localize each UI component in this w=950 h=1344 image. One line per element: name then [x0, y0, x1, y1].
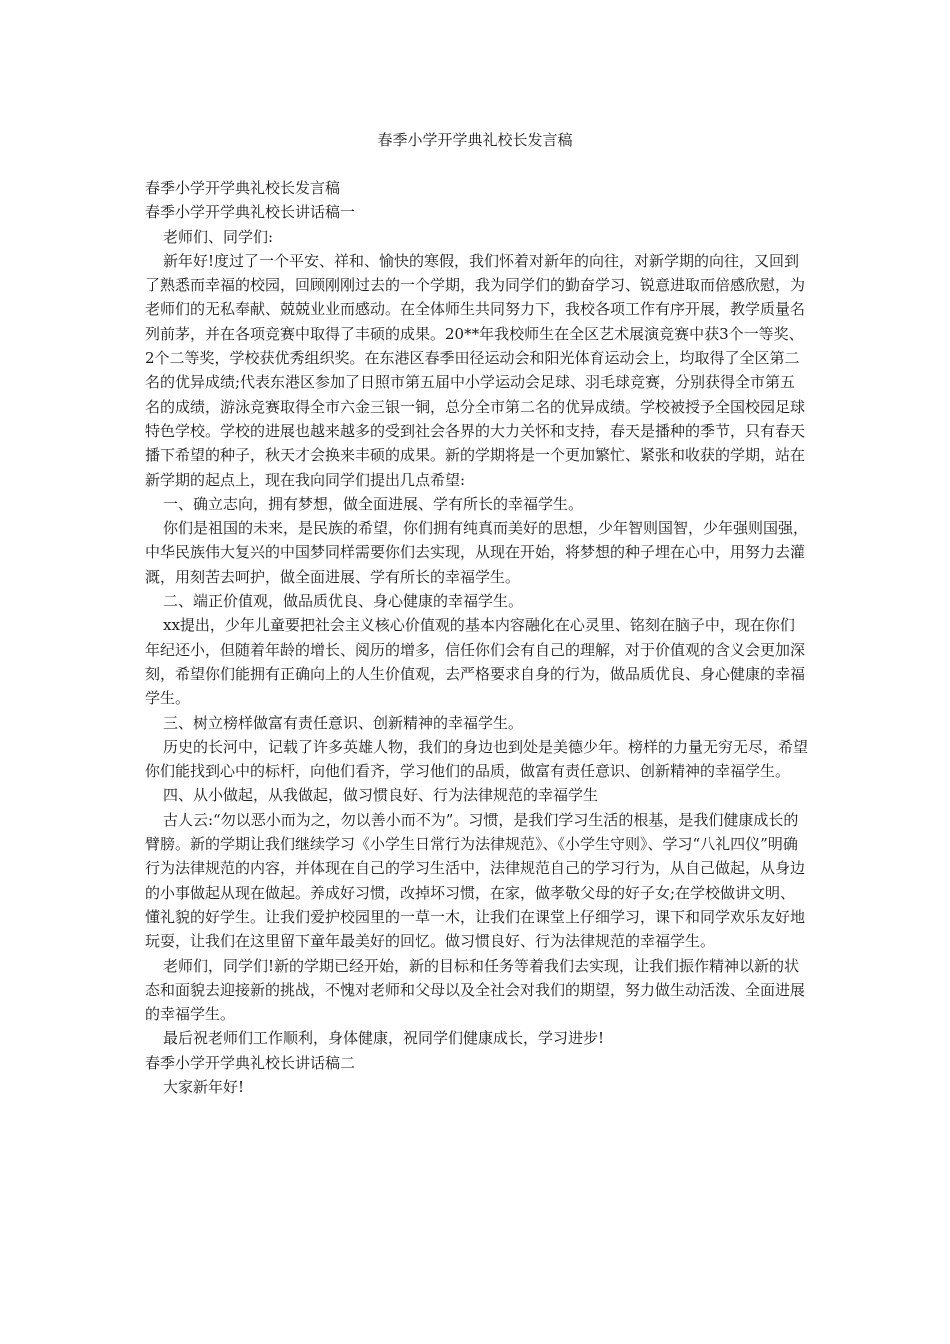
body-paragraph: 老师们，同学们!新的学期已经开始，新的目标和任务等着我们去实现，让我们振作精神以新的状态和面貌去迎接新的挑战，不愧对老师和父母以及全社会对我们的期望，努力做生动活泼、全面进展的幸福学生。: [145, 956, 806, 1024]
heading-speech-one: 春季小学开学典礼校长讲话稿一: [145, 203, 356, 222]
section-heading-three: 三、树立榜样做富有责任意识、创新精神的幸福学生。: [163, 713, 524, 732]
heading-speech-two: 春季小学开学典礼校长讲话稿二: [145, 1053, 356, 1072]
section-heading-two: 二、端正价值观，做品质优良、身心健康的幸福学生。: [163, 592, 524, 611]
body-paragraph: 新年好!度过了一个平安、祥和、愉快的寒假，我们怀着对新年的向往，对新学期的向往，又回到了熟悉而幸福的校园，回顾刚刚过去的一个学期，我为同学们的勤奋学习、锐意进取而倍感欣慰，为老师们的无私奉献、兢兢业业而感动。在全体师生共同努力下，我校各项工作有序开展，教学质量名列前茅，并在各项竞赛中取得了丰硕的成果。20**年我校师生在全区艺术展演竞赛中获3个一等奖、2个二等奖，学校获优秀组织奖。在东港区春季田径运动会和阳光体育运动会上，均取得了全区第二名的优异成绩;代表东港区参加了日照市第五届中小学运动会足球、羽毛球竞赛，分别获得全市第五名的成绩，游泳竞赛取得全市六金三银一铜，总分全市第二名的优异成绩。学校被授予全国校园足球特色学校。学校的进展也越来越多的受到社会各界的大力关怀和支持，春天是播种的季节，只有春天播下希望的种子，秋天才会换来丰硕的成果。新的学期将是一个更加繁忙、紧张和收获的学期，站在新学期的起点上，现在我向同学们提出几点希望:: [145, 251, 806, 489]
greeting-paragraph: 老师们、同学们:: [163, 227, 274, 246]
body-paragraph: xx提出，少年儿童要把社会主义核心价值观的基本内容融化在心灵里、铭刻在脑子中，现在你们年纪还小，但随着年龄的增长、阅历的增多，信任你们会有自己的理解，对于价值观的含义会更加深刻，希望你们能拥有正确向上的人生价值观，去严格要求自身的行为，做品质优良、身心健康的幸福学生。: [145, 616, 806, 708]
section-heading-four: 四、从小做起，从我做起，做习惯良好、行为法律规范的幸福学生: [163, 786, 599, 805]
greeting-paragraph-two: 大家新年好!: [163, 1077, 245, 1096]
heading-main: 春季小学开学典礼校长发言稿: [145, 179, 341, 197]
body-paragraph: 历史的长河中，记载了许多英雄人物，我们的身边也到处是美德少年。榜样的力量无穷无尽，希望你们能找到心中的标杆，向他们看齐，学习他们的品质，做富有责任意识、创新精神的幸福学生。: [145, 737, 809, 781]
body-paragraph: 古人云:“勿以恶小而为之，勿以善小而不为”。习惯，是我们学习生活的根基，是我们健康成长的臂膀。新的学期让我们继续学习《小学生日常行为法律规范》、《小学生守则》、学习“八礼四仪”明确行为法律规范的内容，并体现在自己的学习生活中，法律规范自己的学习行为，从自己做起，从身边的小事做起从现在做起。养成好习惯，改掉坏习惯，在家，做孝敬父母的好子女;在学校做讲文明、懂礼貌的好学生。让我们爱护校园里的一草一木，让我们在课堂上仔细学习，课下和同学欢乐友好地玩耍，让我们在这里留下童年最美好的回忆。做习惯良好、行为法律规范的幸福学生。: [145, 810, 806, 951]
document-body: [145, 176, 809, 1099]
section-heading-one: 一、确立志向，拥有梦想，做全面进展、学有所长的幸福学生。: [163, 494, 584, 513]
closing-wishes-paragraph: 最后祝老师们工作顺利，身体健康，祝同学们健康成长，学习进步!: [163, 1029, 605, 1048]
document-title: 春季小学开学典礼校长发言稿: [377, 131, 573, 149]
body-paragraph: 你们是祖国的未来，是民族的希望，你们拥有纯真而美好的思想，少年智则国智，少年强则国强，中华民族伟大复兴的中国梦同样需要你们去实现，从现在开始，将梦想的种子埋在心中，用努力去灌溉，用刻苦去呵护，做全面进展、学有所长的幸福学生。: [145, 519, 809, 586]
